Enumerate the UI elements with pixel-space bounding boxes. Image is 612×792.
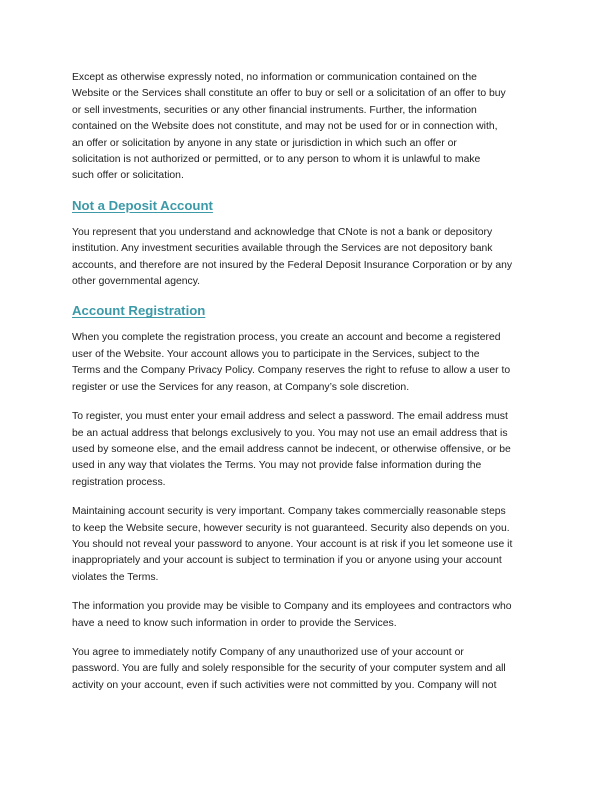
paragraph-line: have a need to know such information in order to provide the Services. <box>72 617 397 629</box>
paragraph-line: registration process. <box>72 476 166 488</box>
paragraph-line: or sell investments, securities or any other financial instruments. Further, the information <box>72 104 477 116</box>
paragraph <box>72 70 542 185</box>
paragraph-line: be an actual address that belongs exclusively to you. You may not use an email address that is <box>72 427 508 439</box>
paragraph-line: inappropriately and your account is subject to termination if you or anyone using your account <box>72 555 502 567</box>
paragraph-line: used by someone else, and the email address cannot be indecent, or otherwise offensive, or be <box>72 443 511 455</box>
paragraph-line: to keep the Website secure, however security is not guaranteed. Security also depends on you. <box>72 522 510 534</box>
section-heading: Not a Deposit Account <box>72 197 213 213</box>
paragraph-line: used in any way that violates the Terms. You may not provide false information during the <box>72 460 482 472</box>
paragraph-line: Website or the Services shall constitute an offer to buy or sell or a solicitation of an offer to buy <box>72 88 506 100</box>
paragraph-line: When you complete the registration process, you create an account and become a registered <box>72 332 501 344</box>
paragraph-line: Maintaining account security is very important. Company takes commercially reasonable steps <box>72 506 506 518</box>
paragraph <box>72 599 542 632</box>
paragraph-line: To register, you must enter your email address and select a password. The email address must <box>72 411 508 423</box>
paragraph <box>72 645 542 694</box>
paragraph <box>72 504 542 586</box>
paragraph-line: You should not reveal your password to anyone. Your account is at risk if you let someone use it <box>72 538 513 550</box>
section-heading: Account Registration <box>72 303 206 319</box>
paragraph-line: such offer or solicitation. <box>72 170 184 182</box>
paragraph-line: password. You are fully and solely responsible for the security of your computer system and all <box>72 663 506 675</box>
paragraph-line: other governmental agency. <box>72 276 201 288</box>
paragraph-line: You agree to immediately notify Company of any unauthorized use of your account or <box>72 646 464 658</box>
paragraph-line: violates the Terms. <box>72 571 159 583</box>
paragraph-line: The information you provide may be visible to Company and its employees and contractors who <box>72 601 512 613</box>
document-body <box>72 70 542 694</box>
paragraph-line: solicitation is not authorized or permitted, or to any person to whom it is unlawful to make <box>72 154 481 166</box>
paragraph-line: register or use the Services for any reason, at Company’s sole discretion. <box>72 381 410 393</box>
paragraph-line: accounts, and therefore are not insured by the Federal Deposit Insurance Corporation or by any <box>72 259 513 271</box>
paragraph-line: an offer or solicitation by anyone in any state or jurisdiction in which such an offer or <box>72 137 457 149</box>
paragraph-line: user of the Website. Your account allows you to participate in the Services, subject to the <box>72 348 480 360</box>
paragraph <box>72 409 542 491</box>
paragraph-line: You represent that you understand and acknowledge that CNote is not a bank or depository <box>72 226 493 238</box>
paragraph <box>72 330 542 396</box>
paragraph-line: Except as otherwise expressly noted, no information or communication contained on the <box>72 72 477 83</box>
paragraph-line: Terms and the Company Privacy Policy. Company reserves the right to refuse to allow a user to <box>72 365 511 377</box>
paragraph-line: activity on your account, even if such activities were not committed by you. Company will not <box>72 679 497 691</box>
paragraph-line: institution. Any investment securities available through the Services are not depository bank <box>72 243 493 255</box>
paragraph <box>72 225 542 291</box>
paragraph-line: contained on the Website does not constitute, and may not be used for or in connection with, <box>72 121 498 133</box>
